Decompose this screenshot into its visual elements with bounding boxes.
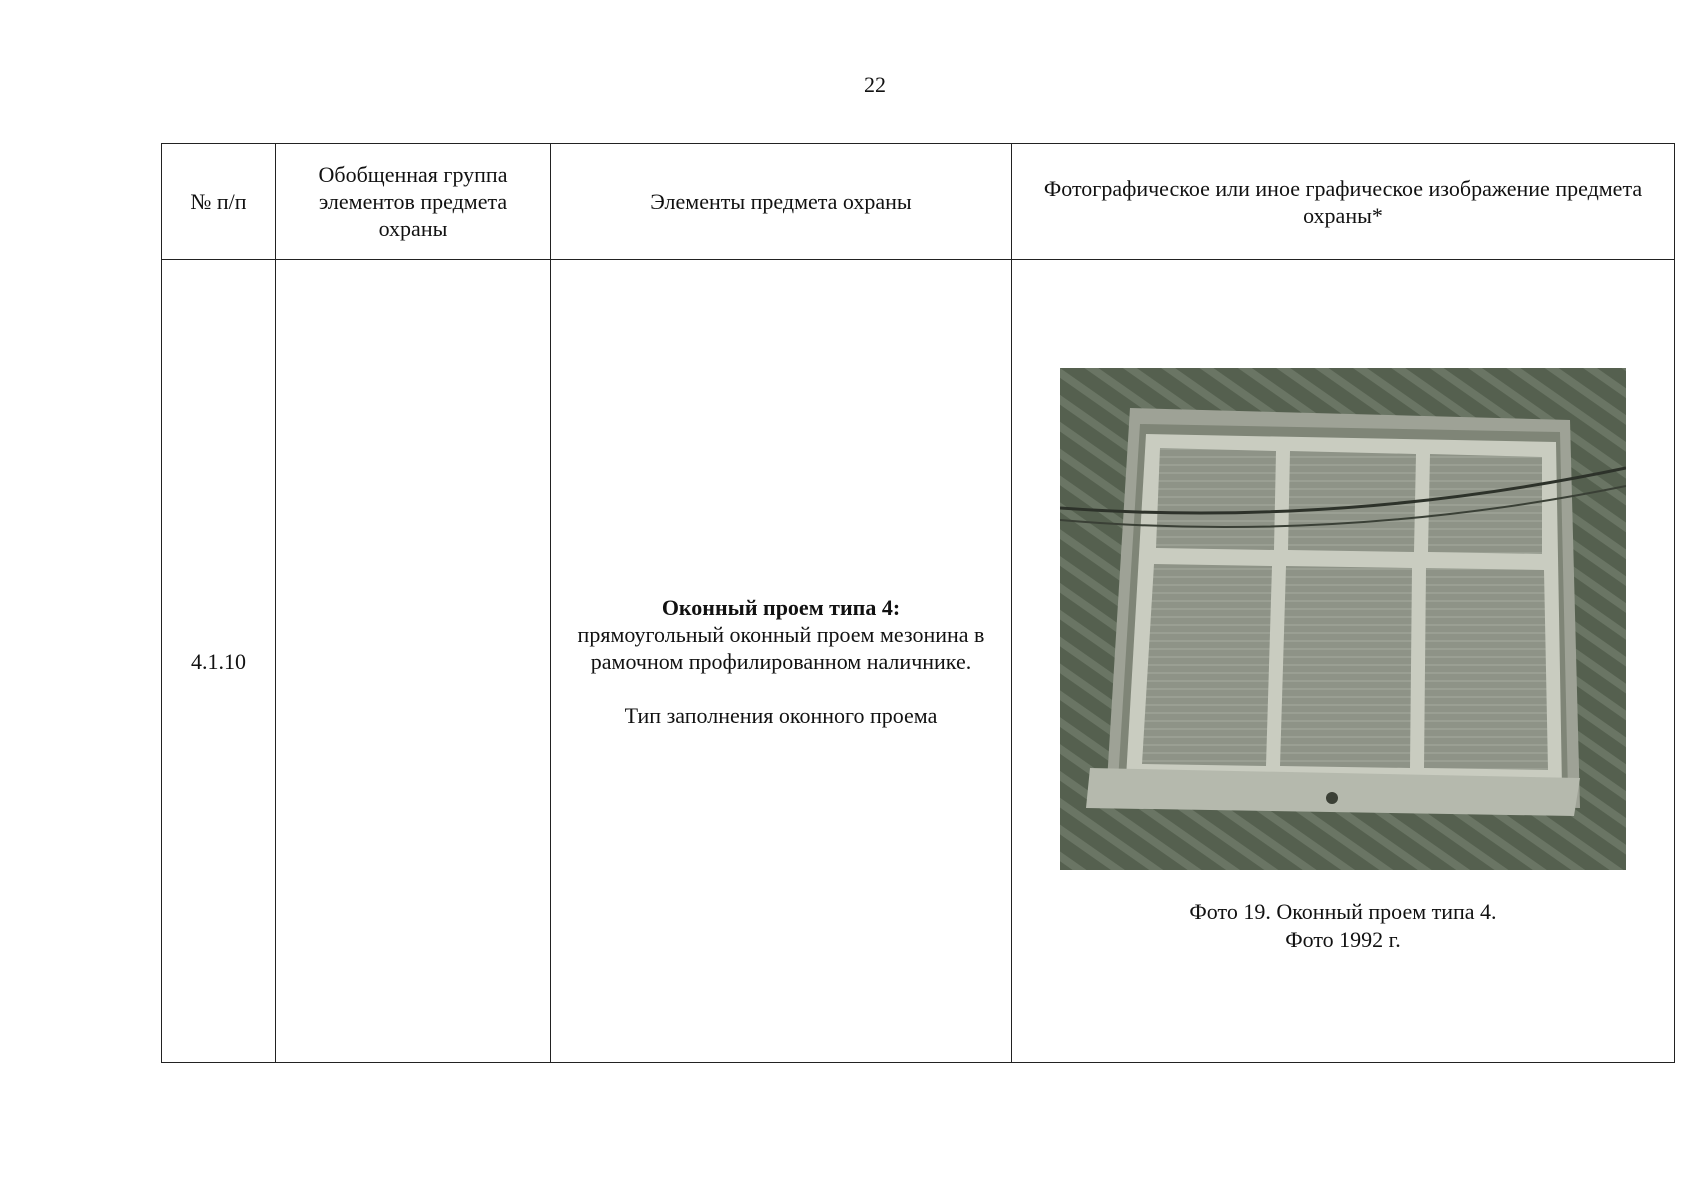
table-row xyxy=(162,260,1675,1063)
element-title: Оконный проем типа 4: xyxy=(661,594,901,620)
row-photo xyxy=(1012,260,1675,1063)
element-description: прямоугольный оконный проем мезонина в рамочном профилированном наличнике. xyxy=(577,621,985,674)
photo-caption-line-2: Фото 1992 г. xyxy=(1285,927,1401,952)
row-number: 4.1.10 xyxy=(162,260,276,1063)
window-photo-image xyxy=(1060,368,1626,870)
header-number: № п/п xyxy=(162,144,276,260)
element-note: Тип заполнения оконного проема xyxy=(624,702,938,728)
row-group xyxy=(276,260,551,1063)
row-element xyxy=(551,260,1012,1063)
protection-elements-table xyxy=(161,143,1675,1063)
header-image: Фотографическое или иное графическое изображение предмета охраны* xyxy=(1012,144,1675,260)
photo-caption-line-1: Фото 19. Оконный проем типа 4. xyxy=(1189,899,1497,924)
header-elements: Элементы предмета охраны xyxy=(551,144,1012,260)
table-header-row xyxy=(162,144,1675,260)
element-spacer xyxy=(559,675,1003,702)
header-group: Обобщенная группа элементов предмета охраны xyxy=(276,144,551,260)
page-number: 22 xyxy=(864,72,886,97)
window-photo xyxy=(1060,368,1626,870)
photo-caption xyxy=(1020,898,1666,954)
